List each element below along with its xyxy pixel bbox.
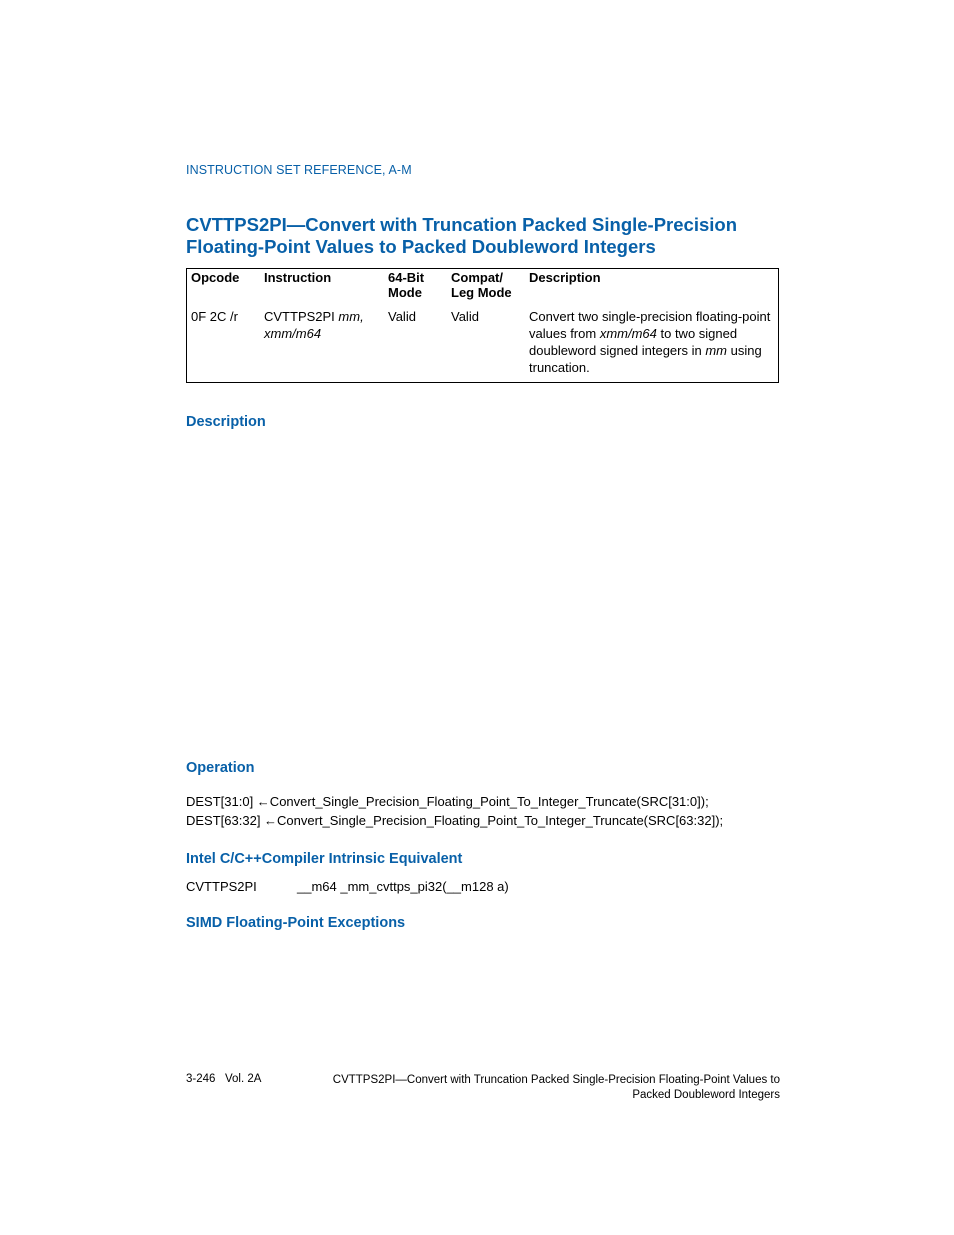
cell-64bit-mode: Valid [388, 309, 416, 324]
page-title [186, 214, 786, 258]
header-compat-mode [447, 269, 525, 309]
header-instruction: Instruction [264, 270, 332, 285]
footer-title-line-2: Packed Doubleword Integers [632, 1089, 780, 1101]
cell-opcode: 0F 2C /r [191, 309, 238, 324]
operation-line-2: DEST[63:32] ←Convert_Single_Precision_Floating_Point_To_Integer_Truncate(SRC[63:32]); [186, 813, 724, 828]
instruction-operand-1: mm, [338, 309, 364, 324]
table-header-row [187, 269, 779, 309]
title-line-2: Floating-Point Values to Packed Doubleword Integers [186, 236, 656, 257]
intrinsic-signature: __m64 _mm_cvttps_pi32(__m128 a) [297, 879, 509, 894]
desc-text-2: to two signed doubleword signed integers in [529, 326, 738, 358]
header-64bit-line2: Mode [388, 285, 422, 300]
header-64bit-mode [384, 269, 447, 309]
footer-page-number: 3-246 Vol. 2A [186, 1073, 262, 1085]
header-opcode: Opcode [191, 270, 240, 285]
footer-title-line-1: CVTTPS2PI—Convert with Truncation Packed Single-Precision Floating-Point Values to [332, 1074, 780, 1086]
desc-italic-1: xmm/m64 [599, 326, 657, 341]
opcode-table [186, 268, 779, 383]
section-heading-description: Description [186, 414, 266, 430]
desc-italic-2: mm [705, 343, 728, 358]
footer-title [333, 1073, 780, 1103]
title-line-1: CVTTPS2PI—Convert with Truncation Packed Single-Precision [186, 214, 738, 235]
section-heading-intrinsic: Intel C/C++Compiler Intrinsic Equivalent [186, 851, 463, 867]
header-64bit-line1: 64-Bit [388, 270, 425, 285]
table-row [187, 308, 779, 383]
running-head: INSTRUCTION SET REFERENCE, A-M [186, 163, 412, 177]
section-heading-operation: Operation [186, 760, 255, 776]
cell-compat-mode: Valid [451, 309, 479, 324]
instruction-operand-2: xmm/m64 [264, 326, 322, 341]
intrinsic-row [186, 879, 509, 894]
operation-line-1: DEST[31:0] ←Convert_Single_Precision_Floating_Point_To_Integer_Truncate(SRC[31:0]); [186, 794, 709, 809]
instruction-mnemonic: CVTTPS2PI [264, 309, 339, 324]
header-compat-line1: Compat/ [451, 270, 503, 285]
intrinsic-name: CVTTPS2PI [186, 879, 257, 894]
header-description: Description [529, 270, 601, 285]
desc-text-3: using truncation. [529, 343, 762, 375]
desc-text-1: Convert two single-precision floating-point values from [529, 309, 771, 341]
cell-instruction [260, 308, 384, 383]
operation-code [186, 792, 723, 830]
cell-description [525, 308, 779, 383]
header-compat-line2: Leg Mode [451, 285, 512, 300]
section-heading-simd-exceptions: SIMD Floating-Point Exceptions [186, 915, 406, 931]
